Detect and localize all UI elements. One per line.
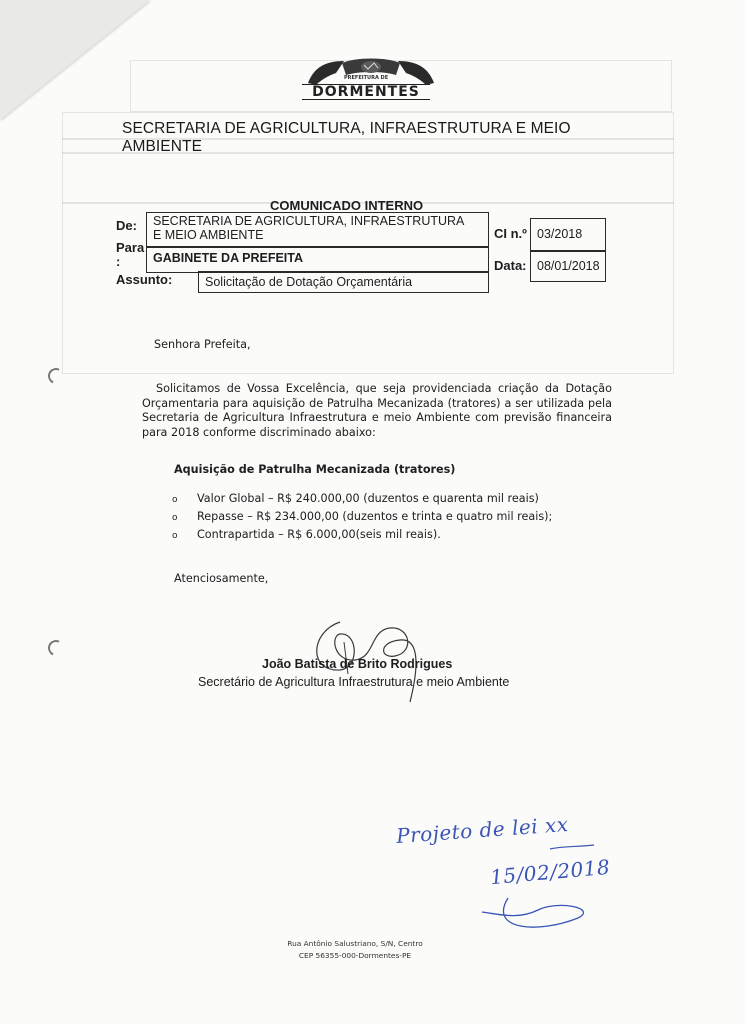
- bullet-icon: o: [172, 531, 178, 541]
- budget-items-list: [172, 492, 552, 546]
- punch-hole-icon: [46, 638, 67, 659]
- handwritten-date: 15/02/2018: [489, 854, 612, 890]
- from-value-line1: SECRETARIA DE AGRICULTURA, INFRAESTRUTURA: [153, 214, 465, 228]
- footer-address: [270, 938, 440, 962]
- logo-emblem-icon: [296, 55, 446, 87]
- memo-title: COMUNICADO INTERNO: [270, 198, 424, 213]
- signatory-role: Secretário de Agricultura Infraestrutura e meio Ambiente: [198, 675, 510, 689]
- date-label: Data:: [494, 258, 527, 273]
- department-heading: SECRETARIA DE AGRICULTURA, INFRAESTRUTURA E MEIO AMBIENTE: [122, 120, 571, 155]
- subject-value: Solicitação de Dotação Orçamentária: [205, 275, 413, 289]
- item-text: Repasse – R$ 234.000,00 (duzentos e trinta e quatro mil reais);: [197, 510, 553, 523]
- signatory-name: João Batista de Brito Rodrigues: [262, 657, 453, 671]
- item-text: Valor Global – R$ 240.000,00 (duzentos e quarenta mil reais): [197, 492, 539, 505]
- subject-label: Assunto:: [116, 272, 173, 287]
- handwritten-note: Projeto de lei xx: [395, 812, 570, 848]
- date-value: 08/01/2018: [537, 259, 600, 273]
- note-underline: [548, 843, 598, 853]
- logo-wordmark: DORMENTES: [302, 84, 430, 100]
- footer-line-2: CEP 56355-000-Dormentes-PE: [298, 951, 412, 960]
- salutation: Senhora Prefeita,: [154, 338, 251, 351]
- handwritten-initial-scribble: [478, 890, 598, 935]
- logo-caption: PREFEITURA DE: [344, 75, 389, 81]
- to-value: GABINETE DA PREFEITA: [153, 251, 304, 265]
- ci-number-value: 03/2018: [537, 227, 583, 241]
- folded-corner: [0, 0, 150, 120]
- to-label: Para: [116, 240, 145, 255]
- bullet-icon: o: [172, 495, 178, 505]
- list-item: [172, 492, 552, 510]
- items-title: Aquisição de Patrulha Mecanizada (tratores): [174, 463, 456, 476]
- list-item: [172, 528, 552, 546]
- closing: Atenciosamente,: [174, 572, 269, 585]
- bullet-icon: o: [172, 513, 178, 523]
- from-value-line2: E MEIO AMBIENTE: [153, 228, 264, 242]
- prefeitura-logo: [296, 55, 446, 107]
- footer-line-1: Rua Antônio Salustriano, S/N, Centro: [287, 939, 423, 948]
- ci-number-label: CI n.º: [494, 226, 527, 241]
- item-text: Contrapartida – R$ 6.000,00(seis mil reais).: [197, 528, 441, 541]
- request-paragraph: Solicitamos de Vossa Excelência, que seja providenciada criação da Dotação Orçamentaria para aquisição de Patrulha Mecanizada (tratores) a ser utilizada pela Secretaria de Agricultura Infraestrutura e meio Ambiente com previsão financeira para 2018 conforme discriminado abaixo:: [142, 382, 612, 439]
- from-label: De:: [116, 218, 137, 233]
- to-label-colon: :: [116, 254, 121, 269]
- list-item: [172, 510, 552, 528]
